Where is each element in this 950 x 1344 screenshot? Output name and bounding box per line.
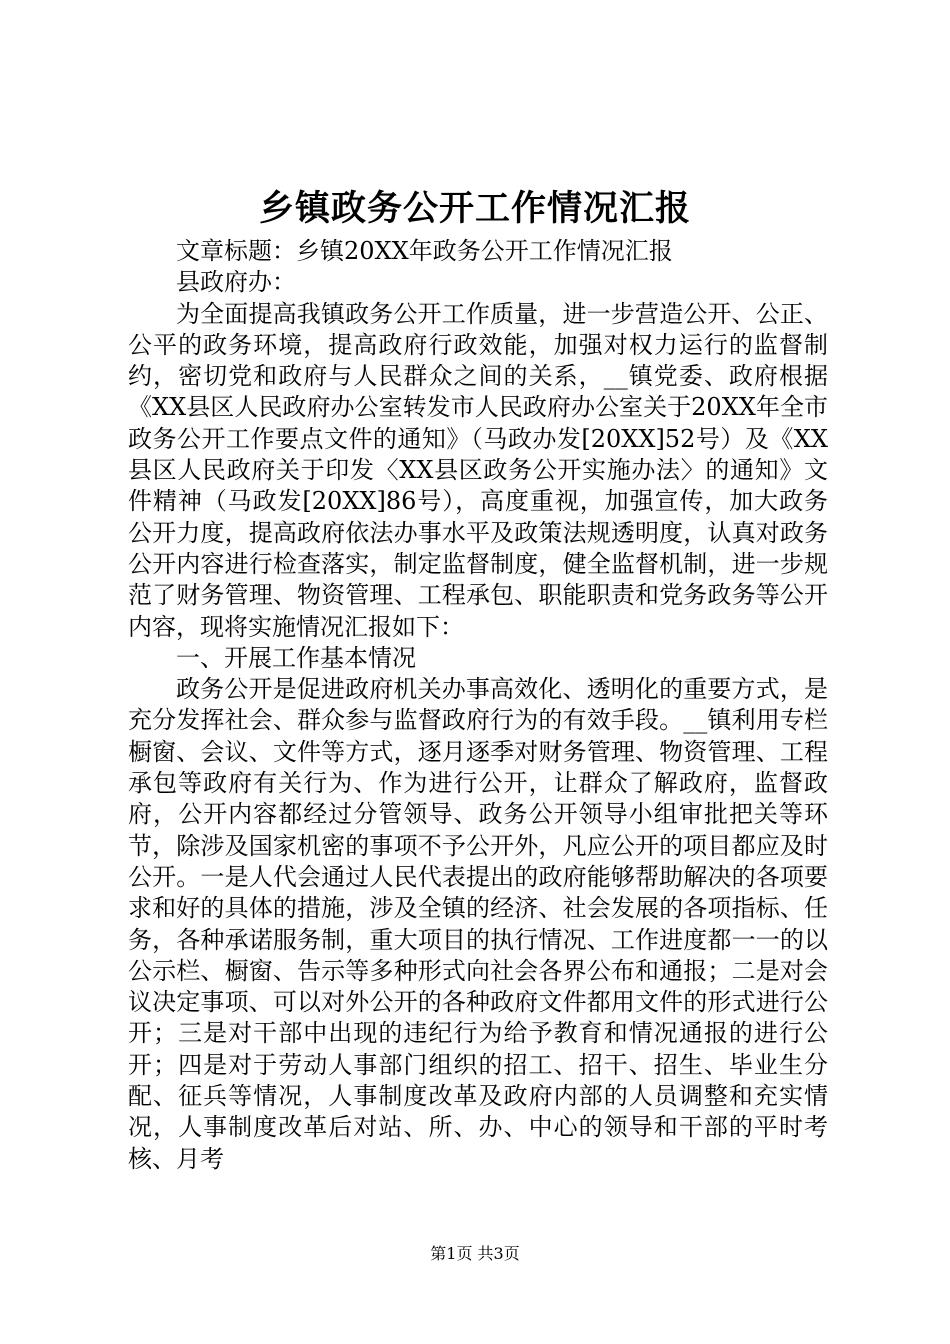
section-heading: 一、开展工作基本情况	[176, 643, 416, 672]
intro-paragraph: 为全面提高我镇政务公开工作质量，进一步营造公开、公正、公平的政务环境，提高政府行政效能，加强对权力运行的监督制约，密切党和政府与人民群众之间的关系，__镇党委、政府根据《XX县区人民政府办公室转发市人民政府办公室关于20XX年全市政务公开工作要点文件的通知》（马政办发[20XX]52号）及《XX县区人民政府关于印发〈XX县区政务公开实施办法〉的通知》文件精神（马政发[20XX]86号），高度重视，加强宣传，加大政务公开力度，提高政府依法办事水平及政策法规透明度，认真对政务公开内容进行检查落实，制定监督制度，健全监督机制，进一步规范了财务管理、物资管理、工程承包、职能职责和党务政务等公开内容，现将实施情况汇报如下：	[128, 299, 828, 641]
page-number: 第1页 共3页	[430, 1244, 520, 1263]
document-body	[128, 236, 828, 1175]
body-paragraph: 政务公开是促进政府机关办事高效化、透明化的重要方式，是充分发挥社会、群众参与监督政府行为的有效手段。__镇利用专栏橱窗、会议、文件等方式，逐月逐季对财务管理、物资管理、工程承包等政府有关行为、作为进行公开，让群众了解政府，监督政府，公开内容都经过分管领导、政务公开领导小组审批把关等环节，除涉及国家机密的事项不予公开外，凡应公开的项目都应及时公开。一是人代会通过人民代表提出的政府能够帮助解决的各项要求和好的具体的措施，涉及全镇的经济、社会发展的各项指标、任务，各种承诺服务制，重大项目的执行情况、工作进度都一一的以公示栏、橱窗、告示等多种形式向社会各界公布和通报；二是对会议决定事项、可以对外公开的各种政府文件都用文件的形式进行公开；三是对干部中出现的违纪行为给予教育和情况通报的进行公开；四是对于劳动人事部门组织的招工、招干、招生、毕业生分配、征兵等情况，人事制度改革及政府内部的人员调整和充实情况，人事制度改革后对站、所、办、中心的领导和干部的平时考核、月考	[128, 675, 828, 1173]
addressee-line: 县政府办：	[176, 268, 296, 297]
document-title: 乡镇政务公开工作情况汇报	[258, 188, 691, 229]
article-title-line: 文章标题：乡镇20XX年政务公开工作情况汇报	[176, 237, 673, 265]
